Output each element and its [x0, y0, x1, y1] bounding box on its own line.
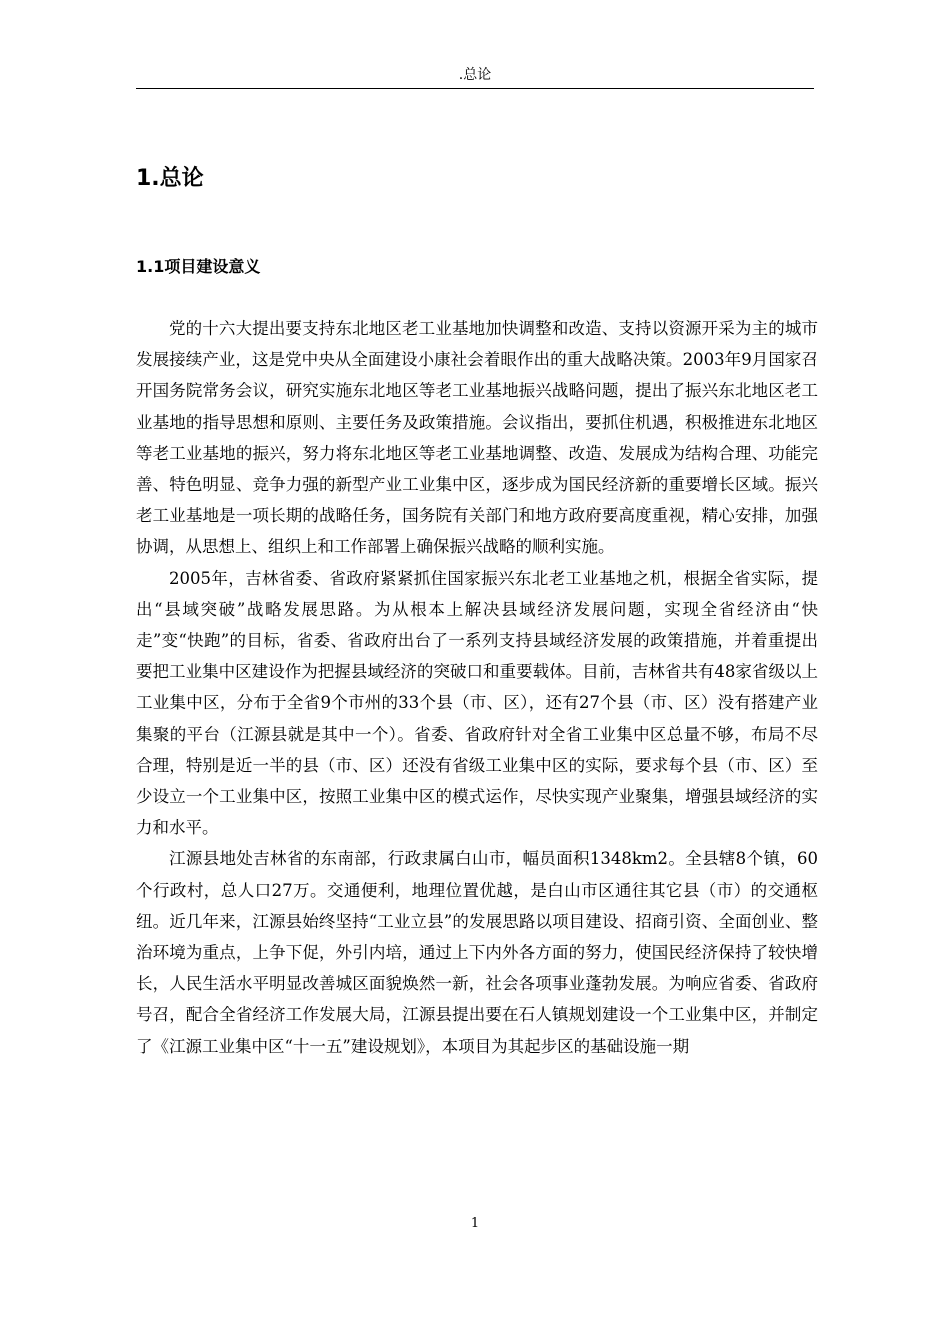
paragraph: 江源县地处吉林省的东南部，行政隶属白山市，幅员面积1348km2。全县辖8个镇，60个行政村，总人口27万。交通便利，地理位置优越，是白山市区通往其它县（市）的交通枢纽。近几年来，江源县始终坚持“工业立县”的发展思路以项目建设、招商引资、全面创业、整治环境为重点，上争下促，外引内培，通过上下内外各方面的努力，使国民经济保持了较快增长，人民生活水平明显改善城区面貌焕然一新，社会各项事业蓬勃发展。为响应省委、省政府号召，配合全省经济工作发展大局，江源县提出要在石人镇规划建设一个工业集中区，并制定了《江源工业集中区“十一五”建设规划》，本项目为其起步区的基础设施一期 [136, 849, 818, 1056]
paragraph: 2005年，吉林省委、省政府紧紧抓住国家振兴东北老工业基地之机，根据全省实际，提出“县域突破”战略发展思路。为从根本上解决县域经济发展问题，实现全省经济由“快走”变“快跑”的目标，省委、省政府出台了一系列支持县域经济发展的政策措施，并着重提出要把工业集中区建设作为把握县域经济的突破口和重要载体。目前，吉林省共有48家省级以上工业集中区，分布于全省9个市州的33个县（市、区），还有27个县（市、区）没有搭建产业集聚的平台（江源县就是其中一个）。省委、省政府针对全省工业集中区总量不够，布局不尽合理，特别是近一半的县（市、区）还没有省级工业集中区的实际，要求每个县（市、区）至少设立一个工业集中区，按照工业集中区的模式运作，尽快实现产业聚集，增强县域经济的实力和水平。 [136, 568, 818, 838]
header-rule [136, 88, 814, 89]
page-number: 1 [470, 1216, 480, 1231]
body-text [136, 313, 818, 1062]
paragraph: 党的十六大提出要支持东北地区老工业基地加快调整和改造、支持以资源开采为主的城市发展接续产业，这是党中央从全面建设小康社会着眼作出的重大战略决策。2003年9月国家召开国务院常务会议，研究实施东北地区等老工业基地振兴战略问题，提出了振兴东北地区老工业基地的指导思想和原则、主要任务及政策措施。会议指出，要抓住机遇，积极推进东北地区等老工业基地的振兴，努力将东北地区等老工业基地调整、改造、发展成为结构合理、功能完善、特色明显、竞争力强的新型产业工业集中区，逐步成为国民经济新的重要增长区域。振兴老工业基地是一项长期的战略任务，国务院有关部门和地方政府要高度重视，精心安排，加强协调，从思想上、组织上和工作部署上确保振兴战略的顺利实施。 [136, 319, 818, 557]
chapter-title: 1.总论 [136, 166, 204, 191]
section-title: 1.1项目建设意义 [136, 257, 261, 276]
page-header: .总论 [458, 67, 492, 83]
